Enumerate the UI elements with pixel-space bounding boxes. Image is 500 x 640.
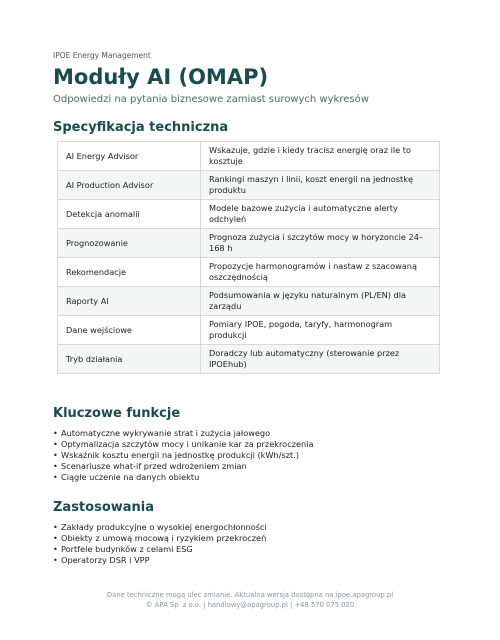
list-item: • Obiekty z umową mocową i ryzykiem przekroczeń: [53, 533, 267, 544]
list-item: • Automatyczne wykrywanie strat i zużycia jałowego: [53, 428, 314, 439]
spec-key: Rekomendacje: [58, 258, 201, 287]
spec-value: Prognoza zużycia i szczytów mocy w horyzoncie 24–168 h: [201, 229, 440, 258]
table-row: [58, 345, 440, 374]
spec-key: Raporty AI: [58, 287, 201, 316]
page-footer: [0, 590, 500, 610]
spec-value: Doradczy lub automatyczny (sterowanie przez IPOEhub): [201, 345, 440, 374]
features-heading: Kluczowe funkcje: [53, 406, 181, 421]
list-item: • Operatorzy DSR i VPP: [53, 555, 267, 566]
list-item: • Scenariusze what-if przed wdrożeniem zmian: [53, 461, 314, 472]
list-item: • Portfele budynków z celami ESG: [53, 544, 267, 555]
spec-key: Detekcja anomalii: [58, 200, 201, 229]
table-row: [58, 287, 440, 316]
table-row: [58, 258, 440, 287]
spec-key: Prognozowanie: [58, 229, 201, 258]
spec-key: AI Production Advisor: [58, 171, 201, 200]
table-row: [58, 171, 440, 200]
page-subtitle: Odpowiedzi na pytania biznesowe zamiast surowych wykresów: [53, 94, 369, 105]
spec-key: AI Energy Advisor: [58, 142, 201, 171]
footer-disclaimer: Dane techniczne mogą ulec zmianie. Aktualna wersja dostępna na ipoe.apagroup.pl: [106, 591, 394, 599]
list-item: • Optymalizacja szczytów mocy i unikanie kar za przekroczenia: [53, 439, 314, 450]
footer-contact: © APA Sp. z o.o. | handlowy@apagroup.pl | +48 570 075 020: [145, 601, 355, 609]
spec-key: Tryb działania: [58, 345, 201, 374]
table-row: [58, 229, 440, 258]
table-row: [58, 316, 440, 345]
spec-value: Propozycje harmonogramów i nastaw z szacowaną oszczędnością: [201, 258, 440, 287]
spec-heading: Specyfikacja techniczna: [53, 120, 229, 135]
page-title: Moduły AI (OMAP): [53, 65, 269, 89]
spec-table: [57, 141, 440, 374]
table-row: [58, 200, 440, 229]
spec-value: Rankingi maszyn i linii, koszt energii na jednostkę produktu: [201, 171, 440, 200]
list-item: • Ciągłe uczenie na danych obiektu: [53, 472, 314, 483]
spec-value: Podsumowania w języku naturalnym (PL/EN) dla zarządu: [201, 287, 440, 316]
spec-value: Modele bazowe zużycia i automatyczne alerty odchyleń: [201, 200, 440, 229]
spec-value: Pomiary IPOE, pogoda, taryfy, harmonogram produkcji: [201, 316, 440, 345]
spec-value: Wskazuje, gdzie i kiedy tracisz energię oraz ile to kosztuje: [201, 142, 440, 171]
applications-heading: Zastosowania: [53, 500, 155, 515]
applications-list: [53, 522, 267, 566]
brand-label: IPOE Energy Management: [53, 51, 151, 60]
list-item: • Zakłady produkcyjne o wysokiej energochłonności: [53, 522, 267, 533]
table-row: [58, 142, 440, 171]
spec-key: Dane wejściowe: [58, 316, 201, 345]
list-item: • Wskaźnik kosztu energii na jednostkę produkcji (kWh/szt.): [53, 450, 314, 461]
features-list: [53, 428, 314, 483]
